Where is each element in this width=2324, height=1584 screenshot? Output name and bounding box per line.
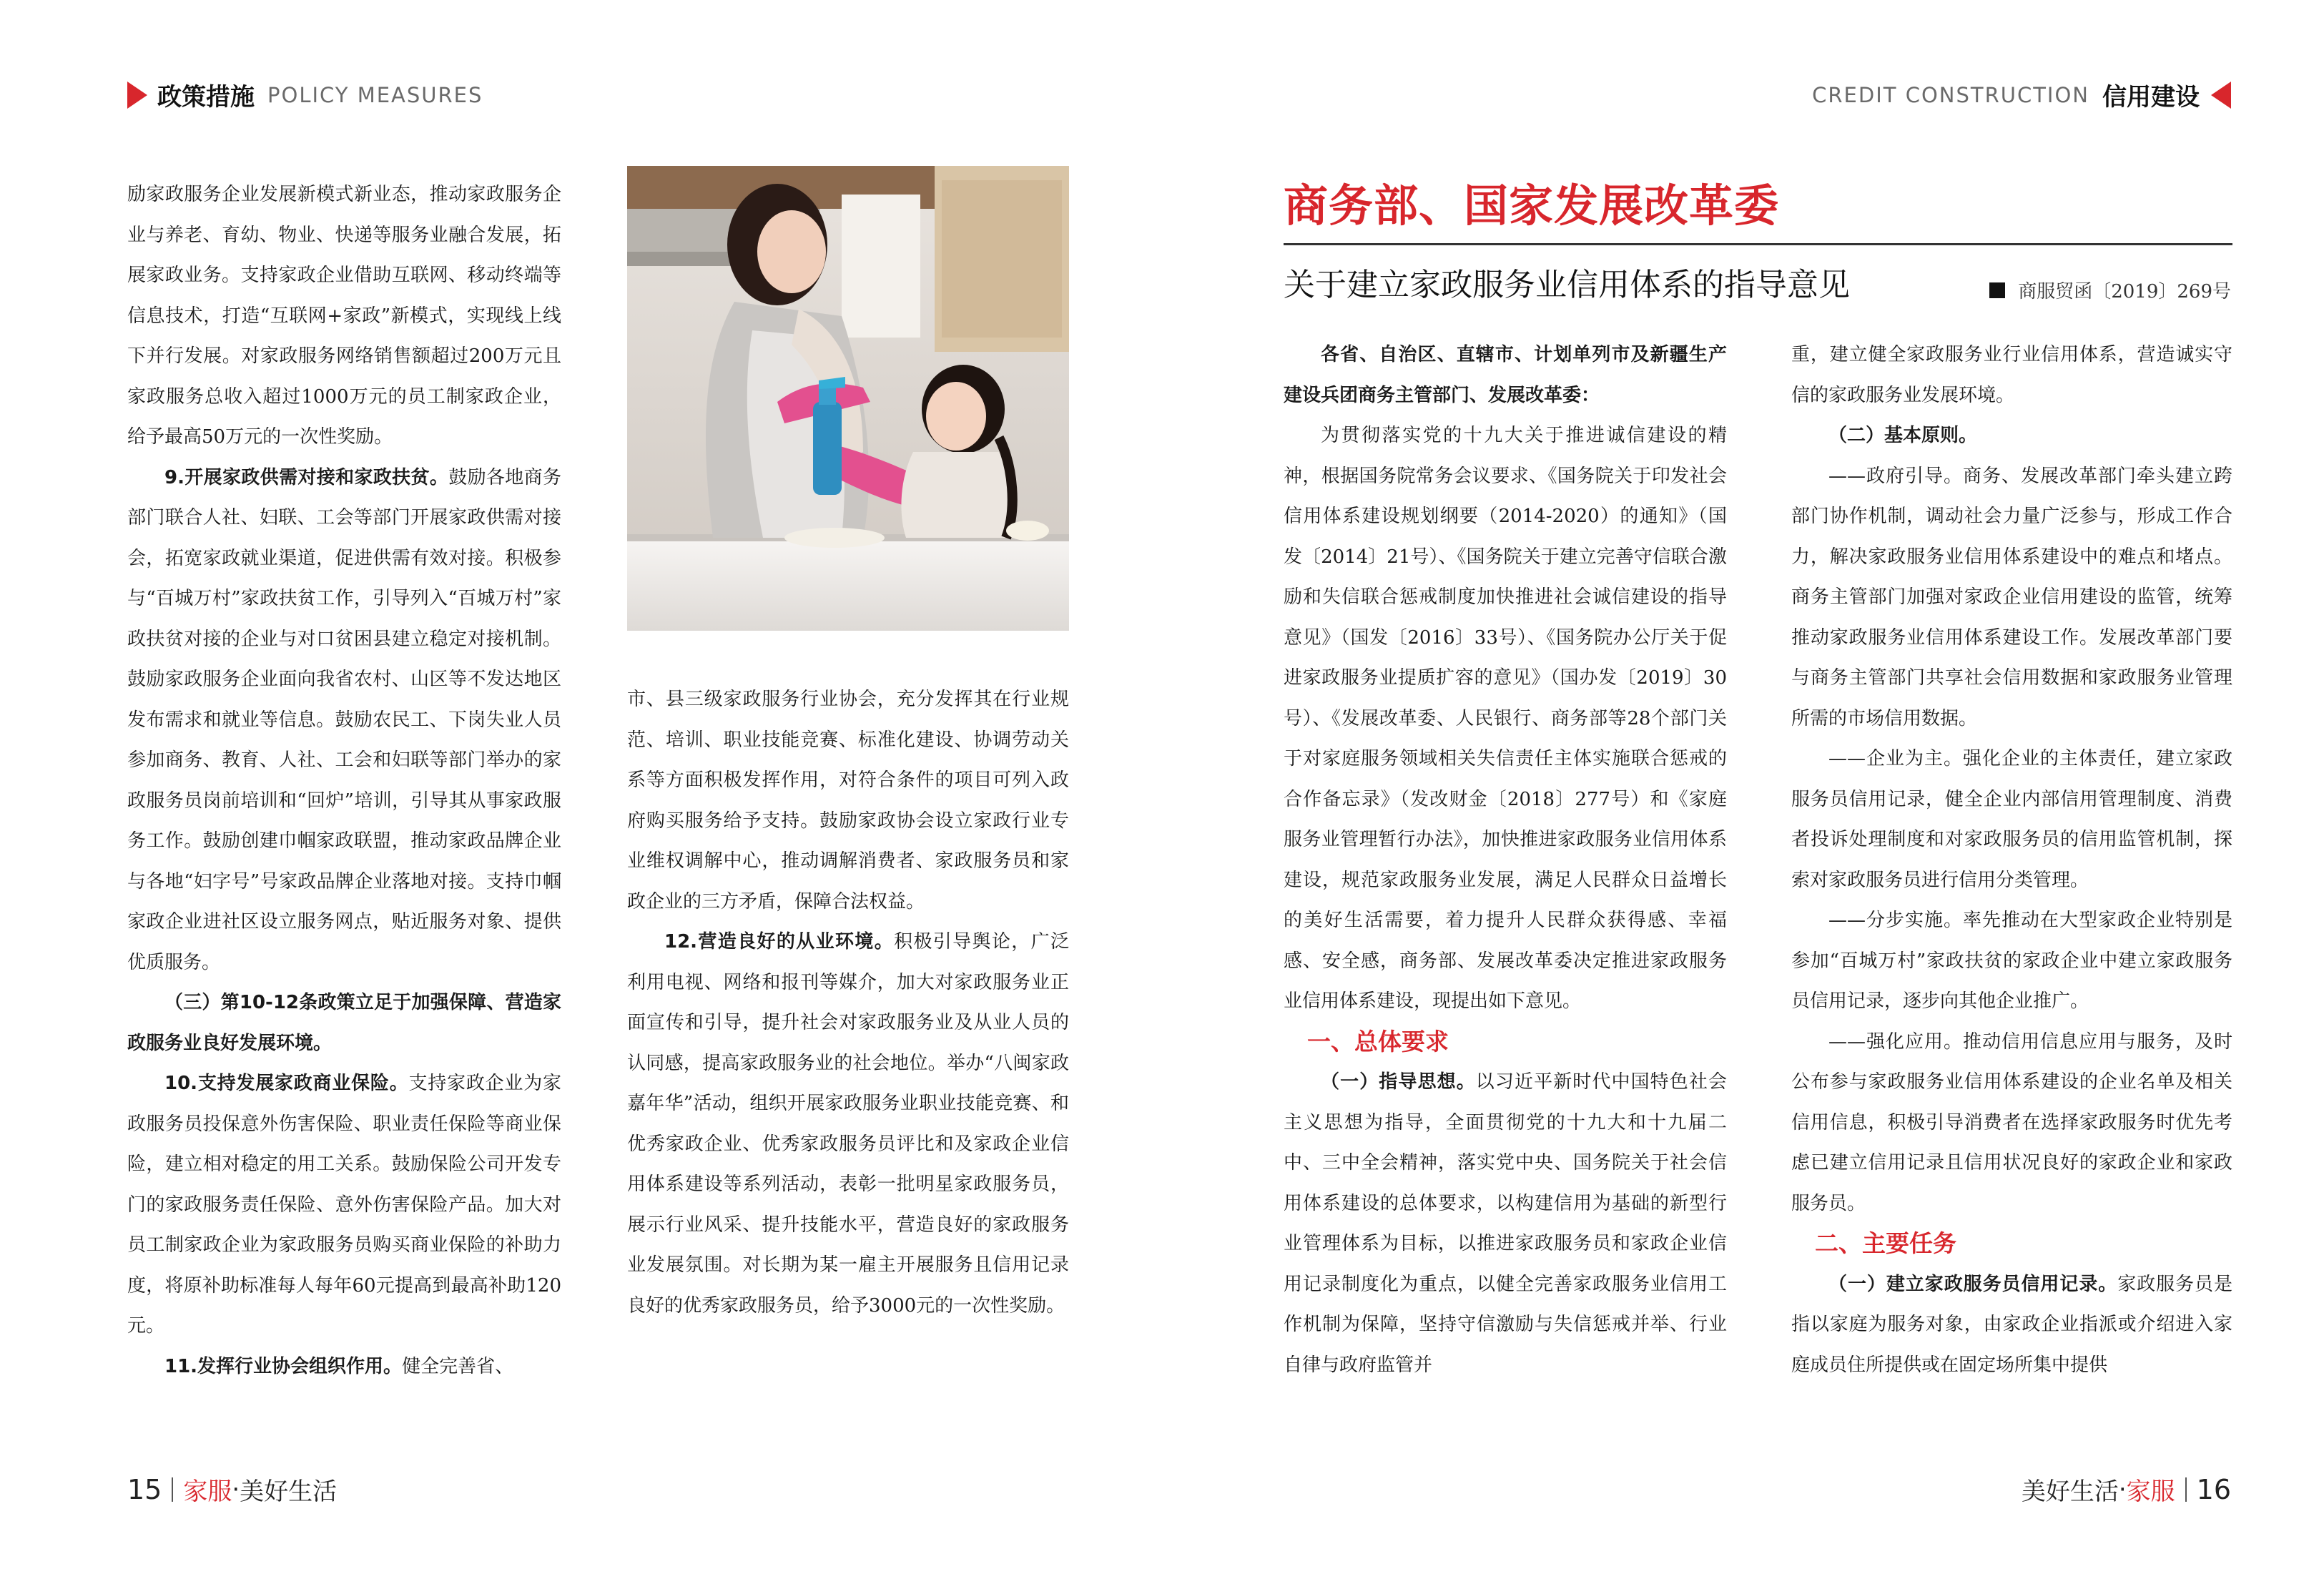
magazine-name-red-right: 家服 — [2126, 1477, 2175, 1506]
magazine-name-dot: · — [232, 1475, 240, 1504]
paragraph-text: ——企业为主。强化企业的主体责任，建立家政服务员信用记录，健全企业内部信用管理制度、消费者投诉处理制度和对家政服务员的信用监管机制，探索对家政服务员进行信用分类管理。 — [1791, 748, 2232, 891]
paragraph-text: ——分步实施。率先推动在大型家政企业特别是参加“百城万村”家政扶贫的家政企业中建立家政服务员信用记录，逐步向其他企业推广。 — [1791, 910, 2232, 1012]
title-divider — [1284, 243, 2232, 245]
paragraph-text: 支持家政企业为家政服务员投保意外伤害保险、职业责任保险等商业保险，建立相对稳定的用工关系。鼓励保险公司开发专门的家政服务责任保险、意外伤害保险产品。加大对员工制家政企业为家政服务员购买商业保险的补助力度，将原补助标准每人每年60元提高到最高补助120元。 — [127, 1073, 561, 1337]
paragraph — [1791, 415, 2232, 456]
paragraph — [627, 922, 1069, 1326]
paragraph — [1791, 739, 2232, 900]
paragraph-continued — [627, 679, 1069, 922]
paragraph-text: 励家政服务企业发展新模式新业态，推动家政服务企业与养老、育幼、物业、快递等服务业融合发展，拓展家政业务。支持家政企业借助互联网、移动终端等信息技术，打造“互联网+家政”新模式，实现线上线下并行发展。对家政服务网络销售额超过200万元且家政服务总收入超过1000万元的员工制家政企业，给予最高50万元的一次性奖励。 — [127, 184, 561, 448]
section-header-right — [1812, 77, 2231, 112]
section-heading: 一、总体要求 — [1307, 1027, 1449, 1056]
paragraph — [127, 1063, 561, 1347]
right-page-column-2 — [1791, 335, 2232, 1385]
paragraph — [127, 983, 561, 1063]
footer-left — [127, 1472, 337, 1507]
red-triangle-right-icon — [127, 82, 147, 109]
left-page-column-1 — [127, 174, 561, 1387]
section-header-left — [127, 77, 483, 112]
magazine-name-dot-right: · — [2118, 1475, 2127, 1504]
section-title-en-right: CREDIT CONSTRUCTION — [1812, 82, 2089, 107]
red-triangle-left-icon — [2211, 82, 2231, 109]
paragraph-lead: 9.开展家政供需对接和家政扶贫。 — [164, 466, 449, 488]
paragraph-continued — [1791, 335, 2232, 415]
salutation — [1284, 335, 1727, 415]
paragraph-lead: （二）基本原则。 — [1828, 425, 1978, 446]
magazine-name-text: 美好生活 — [240, 1477, 338, 1506]
paragraph-text: 鼓励各地商务部门联合人社、妇联、工会等部门开展家政供需对接会，拓宽家政就业渠道，促进供需有效对接。积极参与“百城万村”家政扶贫工作，引导列入“百城万村”家政扶贫对接的企业与对口贫困县建立稳定对接机制。鼓励家政服务企业面向我省农村、山区等不发达地区发布需求和就业等信息。鼓励农民工、下岗失业人员参加商务、教育、人社、工会和妇联等部门举办的家政服务员岗前培训和“回炉”培训，引导其从事家政服务工作。鼓励创建巾帼家政联盟，推动家政品牌企业与各地“妇字号”号家政品牌企业落地对接。支持巾帼家政企业进社区设立服务网点，贴近服务对象、提供优质服务。 — [127, 466, 561, 973]
paragraph-lead: 12.营造良好的从业环境。 — [664, 931, 895, 953]
mother-daughter-photo — [627, 166, 1069, 631]
paragraph — [1791, 456, 2232, 739]
left-page-column-2 — [627, 679, 1069, 1326]
paragraph — [1284, 1062, 1727, 1385]
article-subtitle: 关于建立家政服务业信用体系的指导意见 — [1284, 267, 1850, 303]
paragraph-text: ——强化应用。推动信用信息应用与服务，及时公布参与家政服务业信用体系建设的企业名单及相关信用信息，积极引导消费者在选择家政服务时优先考虑已建立信用记录且信用状况良好的家政企业和家政服务员。 — [1791, 1030, 2232, 1214]
paragraph-lead: 10.支持发展家政商业保险。 — [164, 1073, 409, 1094]
paragraph — [1791, 900, 2232, 1022]
paragraph-text: 积极引导舆论，广泛利用电视、网络和报刊等媒介，加大对家政服务业正面宣传和引导，提升社会对家政服务业及从业人员的认同感，提高家政服务业的社会地位。举办“八闽家政嘉年华”活动，组织开展家政服务业职业技能竞赛、和优秀家政企业、优秀家政服务员评比和及家政企业信用体系建设等系列活动，表彰一批明星家政服务员，展示行业风采、提升技能水平，营造良好的家政服务业发展氛围。对长期为某一雇主开展服务且信用记录良好的优秀家政服务员，给予3000元的一次性奖励。 — [627, 931, 1069, 1317]
page-number-left: 15 — [127, 1473, 162, 1505]
footer-right — [2022, 1472, 2231, 1507]
paragraph — [127, 1347, 561, 1387]
article-title: 商务部、国家发展改革委 — [1284, 179, 1780, 232]
paragraph — [1791, 1264, 2232, 1386]
paragraph-text: 以习近平新时代中国特色社会主义思想为指导，全面贯彻党的十九大和十九届二中、三中全会精神，落实党中央、国务院关于社会信用体系建设的总体要求，以构建信用为基础的新型行业管理体系为目标，以推进家政服务员和家政企业信用记录制度化为重点，以健全完善家政服务业信用工作机制为保障，坚持守信激励与失信惩戒并举、行业自律与政府监管并 — [1284, 1071, 1727, 1376]
paragraph-lead: 各省、自治区、直辖市、计划单列市及新疆生产建设兵团商务主管部门、发展改革委： — [1284, 344, 1727, 406]
magazine-name-red: 家服 — [183, 1477, 232, 1506]
section-heading: 二、主要任务 — [1815, 1229, 1956, 1257]
paragraph-text: 市、县三级家政服务行业协会，充分发挥其在行业规范、培训、职业技能竞赛、标准化建设、协调劳动关系等方面积极发挥作用，对符合条件的项目可列入政府购买服务给予支持。鼓励家政协会设立家政行业专业维权调解中心，推动调解消费者、家政服务员和家政企业的三方矛盾，保障合法权益。 — [627, 689, 1069, 912]
magazine-name-text-right: 美好生活 — [2021, 1477, 2119, 1506]
section-title-cn-right: 信用建设 — [2102, 83, 2200, 112]
footer-divider-left — [172, 1477, 173, 1502]
section-title-cn: 政策措施 — [157, 83, 255, 112]
paragraph — [1791, 1022, 2232, 1224]
paragraph-text: ——政府引导。商务、发展改革部门牵头建立跨部门协作机制，调动社会力量广泛参与，形成工作合力，解决家政服务业信用体系建设中的难点和堵点。商务主管部门加强对家政企业信用建设的监管，统筹推动家政服务业信用体系建设工作。发展改革部门要与商务主管部门共享社会信用数据和家政服务业管理所需的市场信用数据。 — [1791, 465, 2232, 729]
document-number-text: 商服贸函〔2019〕269号 — [2018, 281, 2231, 302]
paragraph-lead: （三）第10-12条政策立足于加强保障、营造家政服务业良好发展环境。 — [127, 992, 561, 1054]
paragraph-text: 重，建立健全家政服务业行业信用体系，营造诚实守信的家政服务业发展环境。 — [1791, 344, 2232, 406]
paragraph-continued — [127, 174, 561, 458]
paragraph-lead: （一）指导思想。 — [1321, 1071, 1476, 1093]
square-bullet-icon — [1989, 282, 2005, 298]
paragraph-lead: （一）建立家政服务员信用记录。 — [1828, 1273, 2118, 1295]
paragraph-text: 为贯彻落实党的十九大关于推进诚信建设的精神，根据国务院常务会议要求、《国务院关于印发社会信用体系建设规划纲要（2014-2020）的通知》（国发〔2014〕21号）、《国务院关于建立完善守信联合激励和失信联合惩戒制度加快推进社会诚信建设的指导意见》（国发〔2016〕33号）、《国务院办公厅关于促进家政服务业提质扩容的意见》（国办发〔2019〕30号）、《发展改革委、人民银行、商务部等28个部门关于对家庭服务领域相关失信责任主体实施联合惩戒的合作备忘录》（发改财金〔2018〕277号）和《家庭服务业管理暂行办法》，加快推进家政服务业信用体系建设，规范家政服务业发展，满足人民群众日益增长的美好生活需要，着力提升人民群众获得感、幸福感、安全感，商务部、发展改革委决定推进家政服务业信用体系建设，现提出如下意见。 — [1284, 425, 1727, 1012]
paragraph-text: 家政服务员是指以家庭为服务对象，由家政企业指派或介绍进入家庭成员住所提供或在固定场所集中提供 — [1791, 1273, 2232, 1376]
page-number-right: 16 — [2196, 1473, 2231, 1505]
paragraph — [127, 458, 561, 983]
paragraph — [1284, 415, 1727, 1022]
paragraph-lead: 11.发挥行业协会组织作用。 — [164, 1355, 403, 1377]
footer-divider-right — [2185, 1477, 2187, 1502]
document-number — [1989, 277, 2231, 303]
section-title-en: POLICY MEASURES — [267, 82, 483, 107]
paragraph-text: 健全完善省、 — [402, 1355, 514, 1377]
right-page-column-1 — [1284, 335, 1727, 1385]
